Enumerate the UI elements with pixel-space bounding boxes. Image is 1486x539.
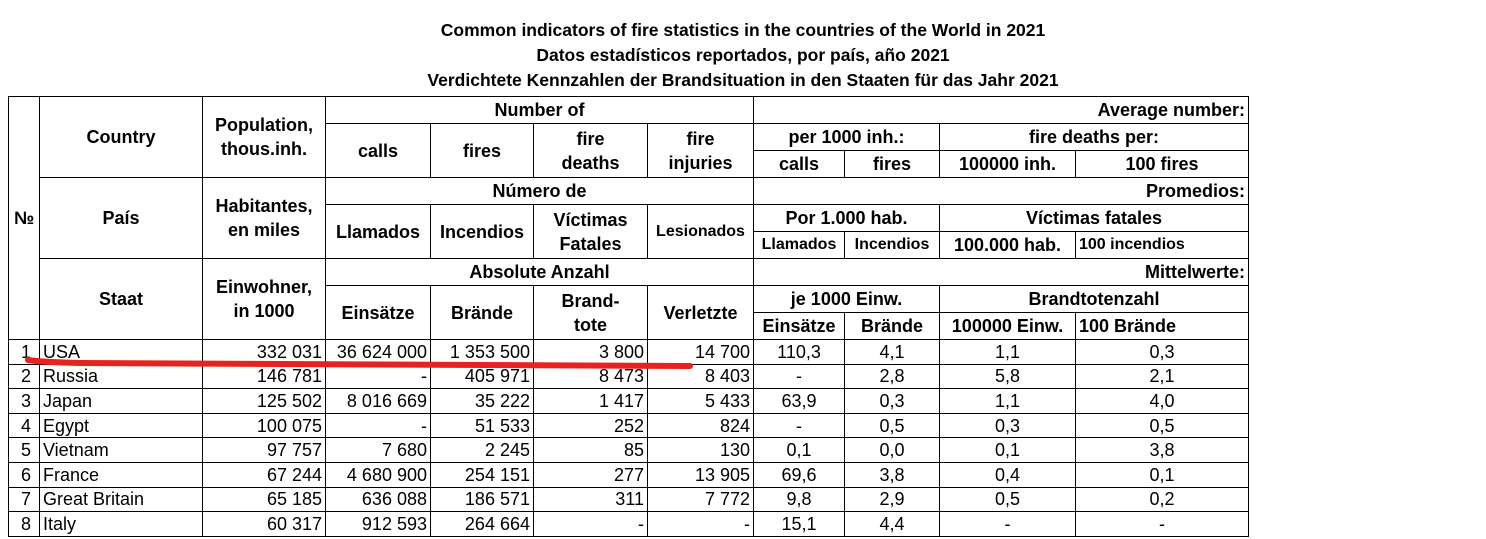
header-average-es: Promedios: bbox=[754, 178, 1249, 205]
table-row bbox=[9, 389, 1249, 414]
cell-fires-per-1000: 4,4 bbox=[845, 512, 940, 537]
cell-fires: 51 533 bbox=[431, 413, 534, 438]
header-fire-injuries-es: Lesionados bbox=[648, 205, 754, 259]
cell-population: 97 757 bbox=[203, 438, 326, 463]
cell-fire-deaths: 8 473 bbox=[534, 364, 648, 389]
header-fire-deaths-de: Brand- tote bbox=[534, 286, 648, 340]
cell-fire-deaths: 1 417 bbox=[534, 389, 648, 414]
cell-fires: 264 664 bbox=[431, 512, 534, 537]
header-number-of-es: Número de bbox=[326, 178, 754, 205]
cell-fire-deaths: - bbox=[534, 512, 648, 537]
cell-fires: 2 245 bbox=[431, 438, 534, 463]
cell-fires: 254 151 bbox=[431, 462, 534, 487]
header-calls-en: calls bbox=[326, 124, 431, 178]
cell-row-number: 2 bbox=[9, 364, 40, 389]
table-row bbox=[9, 487, 1249, 512]
header-100fires-de: 100 Brände bbox=[1076, 313, 1249, 340]
header-100000-es: 100.000 hab. bbox=[940, 232, 1076, 259]
cell-country-name: France bbox=[40, 462, 203, 487]
cell-calls-per-1000: 63,9 bbox=[754, 389, 845, 414]
cell-calls: 636 088 bbox=[326, 487, 431, 512]
cell-calls: 4 680 900 bbox=[326, 462, 431, 487]
cell-fires-per-1000: 2,9 bbox=[845, 487, 940, 512]
cell-fires: 1 353 500 bbox=[431, 340, 534, 365]
table-row bbox=[9, 512, 1249, 537]
cell-calls-per-1000: 15,1 bbox=[754, 512, 845, 537]
cell-fire-injuries: 8 403 bbox=[648, 364, 754, 389]
header-calls2-es: Llamados bbox=[754, 232, 845, 259]
cell-fire-injuries: 5 433 bbox=[648, 389, 754, 414]
cell-calls: 912 593 bbox=[326, 512, 431, 537]
cell-fire-deaths: 85 bbox=[534, 438, 648, 463]
table-row bbox=[9, 340, 1249, 365]
cell-deaths-per-100000: - bbox=[940, 512, 1076, 537]
cell-calls: 8 016 669 bbox=[326, 389, 431, 414]
cell-deaths-per-100-fires: 0,1 bbox=[1076, 462, 1249, 487]
header-100fires-es: 100 incendios bbox=[1076, 232, 1249, 259]
cell-country-name: Italy bbox=[40, 512, 203, 537]
header-per-1000-en: per 1000 inh.: bbox=[754, 124, 940, 151]
cell-deaths-per-100000: 0,3 bbox=[940, 413, 1076, 438]
cell-country-name: Japan bbox=[40, 389, 203, 414]
header-calls2-de: Einsätze bbox=[754, 313, 845, 340]
cell-fire-deaths: 3 800 bbox=[534, 340, 648, 365]
header-fires2-es: Incendios bbox=[845, 232, 940, 259]
cell-calls-per-1000: 0,1 bbox=[754, 438, 845, 463]
cell-fires-per-1000: 0,5 bbox=[845, 413, 940, 438]
cell-country-name: Great Britain bbox=[40, 487, 203, 512]
cell-fires-per-1000: 2,8 bbox=[845, 364, 940, 389]
cell-population: 100 075 bbox=[203, 413, 326, 438]
cell-deaths-per-100000: 5,8 bbox=[940, 364, 1076, 389]
cell-population: 332 031 bbox=[203, 340, 326, 365]
cell-deaths-per-100-fires: 3,8 bbox=[1076, 438, 1249, 463]
cell-deaths-per-100-fires: 0,3 bbox=[1076, 340, 1249, 365]
cell-calls: 36 624 000 bbox=[326, 340, 431, 365]
cell-fire-deaths: 311 bbox=[534, 487, 648, 512]
cell-fire-injuries: 130 bbox=[648, 438, 754, 463]
cell-row-number: 5 bbox=[9, 438, 40, 463]
cell-calls: - bbox=[326, 413, 431, 438]
cell-country-name: Egypt bbox=[40, 413, 203, 438]
cell-country-name: USA bbox=[40, 340, 203, 365]
cell-row-number: 4 bbox=[9, 413, 40, 438]
table-row bbox=[9, 364, 1249, 389]
cell-population: 65 185 bbox=[203, 487, 326, 512]
cell-deaths-per-100-fires: 0,5 bbox=[1076, 413, 1249, 438]
cell-row-number: 8 bbox=[9, 512, 40, 537]
cell-country-name: Russia bbox=[40, 364, 203, 389]
cell-calls-per-1000: - bbox=[754, 364, 845, 389]
header-fires-de: Brände bbox=[431, 286, 534, 340]
cell-fires-per-1000: 0,0 bbox=[845, 438, 940, 463]
cell-fire-deaths: 277 bbox=[534, 462, 648, 487]
cell-population: 67 244 bbox=[203, 462, 326, 487]
cell-population: 125 502 bbox=[203, 389, 326, 414]
table-header bbox=[9, 97, 1249, 340]
cell-deaths-per-100-fires: 0,2 bbox=[1076, 487, 1249, 512]
fire-statistics-table bbox=[8, 96, 1249, 537]
cell-deaths-per-100000: 1,1 bbox=[940, 389, 1076, 414]
header-calls-es: Llamados bbox=[326, 205, 431, 259]
cell-deaths-per-100-fires: 2,1 bbox=[1076, 364, 1249, 389]
header-country-en: Country bbox=[40, 97, 203, 178]
cell-fire-injuries: - bbox=[648, 512, 754, 537]
header-population-en: Population, thous.inh. bbox=[203, 97, 326, 178]
header-country-de: Staat bbox=[40, 259, 203, 340]
cell-fires: 35 222 bbox=[431, 389, 534, 414]
header-fire-deaths-en: fire deaths bbox=[534, 124, 648, 178]
cell-deaths-per-100000: 0,5 bbox=[940, 487, 1076, 512]
cell-fire-injuries: 824 bbox=[648, 413, 754, 438]
header-fires2-de: Brände bbox=[845, 313, 940, 340]
header-population-de: Einwohner, in 1000 bbox=[203, 259, 326, 340]
table-row bbox=[9, 438, 1249, 463]
cell-deaths-per-100-fires: 4,0 bbox=[1076, 389, 1249, 414]
header-fire-deaths-es: Víctimas Fatales bbox=[534, 205, 648, 259]
cell-deaths-per-100000: 0,1 bbox=[940, 438, 1076, 463]
cell-country-name: Vietnam bbox=[40, 438, 203, 463]
table-row bbox=[9, 413, 1249, 438]
header-100000-en: 100000 inh. bbox=[940, 151, 1076, 178]
header-100fires-en: 100 fires bbox=[1076, 151, 1249, 178]
header-average-de: Mittelwerte: bbox=[754, 259, 1249, 286]
cell-row-number: 1 bbox=[9, 340, 40, 365]
header-num: № bbox=[9, 97, 40, 340]
cell-calls: 7 680 bbox=[326, 438, 431, 463]
title-german: Verdichtete Kennzahlen der Brandsituation in den Staaten für das Jahr 2021 bbox=[427, 70, 1059, 90]
header-per-1000-de: je 1000 Einw. bbox=[754, 286, 940, 313]
cell-deaths-per-100-fires: - bbox=[1076, 512, 1249, 537]
cell-calls-per-1000: 69,6 bbox=[754, 462, 845, 487]
cell-fire-injuries: 13 905 bbox=[648, 462, 754, 487]
document-titles bbox=[0, 18, 1486, 93]
cell-fire-deaths: 252 bbox=[534, 413, 648, 438]
header-fire-injuries-en: fire injuries bbox=[648, 124, 754, 178]
table-row bbox=[9, 462, 1249, 487]
header-fire-deaths-per-en: fire deaths per: bbox=[940, 124, 1249, 151]
header-number-of-en: Number of bbox=[326, 97, 754, 124]
cell-calls-per-1000: 110,3 bbox=[754, 340, 845, 365]
header-fire-deaths-per-de: Brandtotenzahl bbox=[940, 286, 1249, 313]
cell-calls-per-1000: 9,8 bbox=[754, 487, 845, 512]
header-per-1000-es: Por 1.000 hab. bbox=[754, 205, 940, 232]
header-calls-de: Einsätze bbox=[326, 286, 431, 340]
cell-fires-per-1000: 0,3 bbox=[845, 389, 940, 414]
cell-row-number: 6 bbox=[9, 462, 40, 487]
cell-fires: 186 571 bbox=[431, 487, 534, 512]
header-population-es: Habitantes, en miles bbox=[203, 178, 326, 259]
cell-row-number: 7 bbox=[9, 487, 40, 512]
cell-fire-injuries: 14 700 bbox=[648, 340, 754, 365]
cell-deaths-per-100000: 1,1 bbox=[940, 340, 1076, 365]
header-fires-es: Incendios bbox=[431, 205, 534, 259]
header-country-es: País bbox=[40, 178, 203, 259]
cell-population: 60 317 bbox=[203, 512, 326, 537]
header-fires-en: fires bbox=[431, 124, 534, 178]
table-body bbox=[9, 340, 1249, 537]
cell-calls-per-1000: - bbox=[754, 413, 845, 438]
cell-fires: 405 971 bbox=[431, 364, 534, 389]
cell-calls: - bbox=[326, 364, 431, 389]
title-spanish: Datos estadísticos reportados, por país, año 2021 bbox=[536, 45, 950, 65]
header-average-en: Average number: bbox=[754, 97, 1249, 124]
cell-deaths-per-100000: 0,4 bbox=[940, 462, 1076, 487]
cell-fires-per-1000: 3,8 bbox=[845, 462, 940, 487]
header-fire-deaths-per-es: Víctimas fatales bbox=[940, 205, 1249, 232]
cell-fire-injuries: 7 772 bbox=[648, 487, 754, 512]
cell-row-number: 3 bbox=[9, 389, 40, 414]
header-calls2-en: calls bbox=[754, 151, 845, 178]
header-fires2-en: fires bbox=[845, 151, 940, 178]
header-number-of-de: Absolute Anzahl bbox=[326, 259, 754, 286]
cell-population: 146 781 bbox=[203, 364, 326, 389]
title-english: Common indicators of fire statistics in the countries of the World in 2021 bbox=[440, 20, 1046, 40]
header-fire-injuries-de: Verletzte bbox=[648, 286, 754, 340]
header-100000-de: 100000 Einw. bbox=[940, 313, 1076, 340]
cell-fires-per-1000: 4,1 bbox=[845, 340, 940, 365]
